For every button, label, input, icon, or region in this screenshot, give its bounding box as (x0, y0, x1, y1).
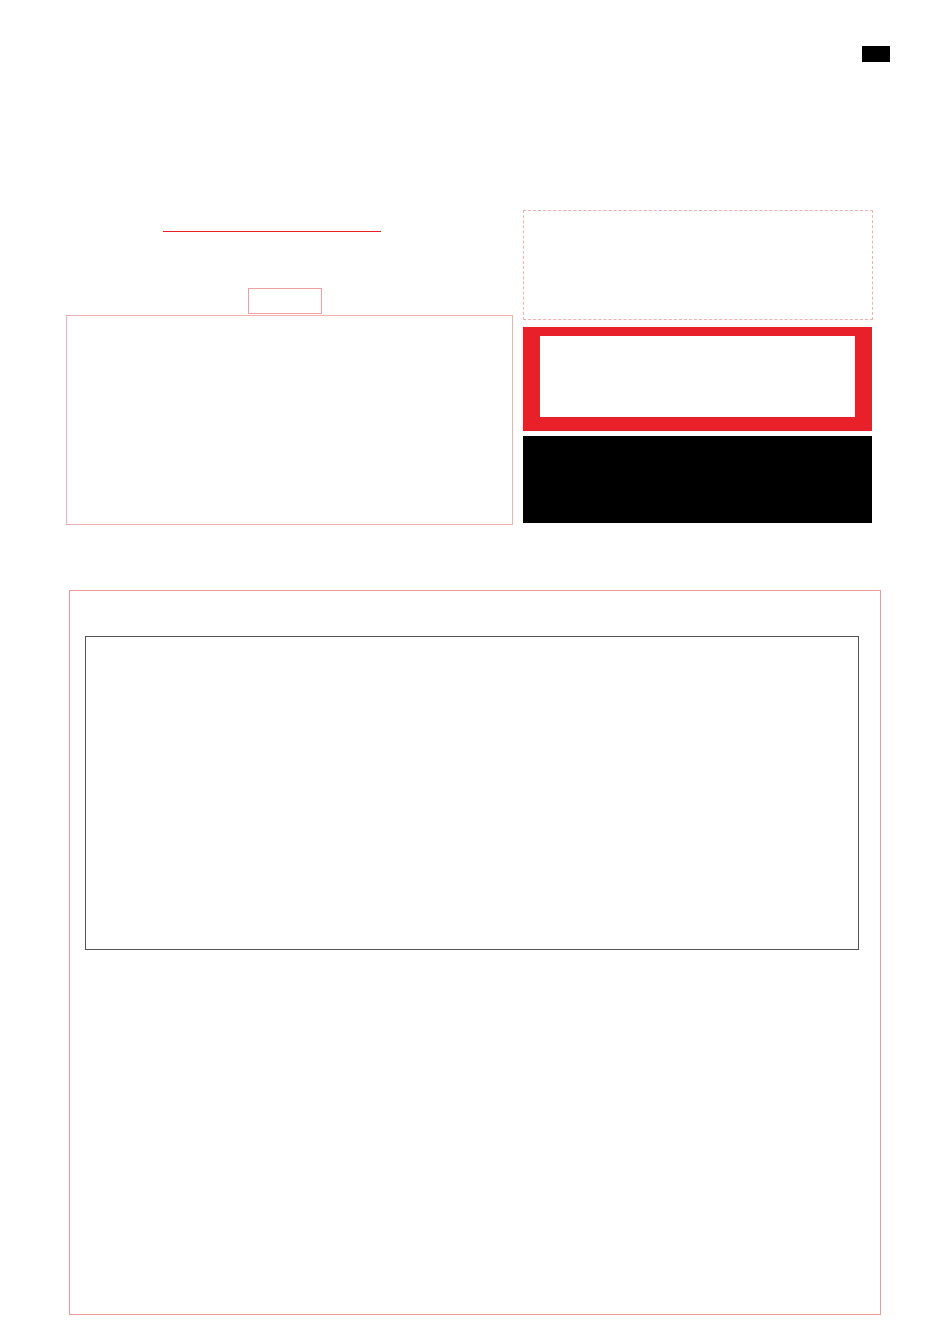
page-number (862, 46, 890, 62)
black-block-mark (523, 436, 872, 523)
name-field[interactable] (163, 231, 381, 232)
notice-title (248, 288, 322, 314)
question-21 (81, 988, 95, 1005)
notice-box (66, 315, 513, 525)
red-frame-mark (523, 327, 872, 431)
top-timing-marks (60, 46, 890, 60)
barcode-area (523, 210, 873, 320)
red-frame-inner (540, 336, 855, 417)
multiple-choice-box (85, 636, 859, 950)
